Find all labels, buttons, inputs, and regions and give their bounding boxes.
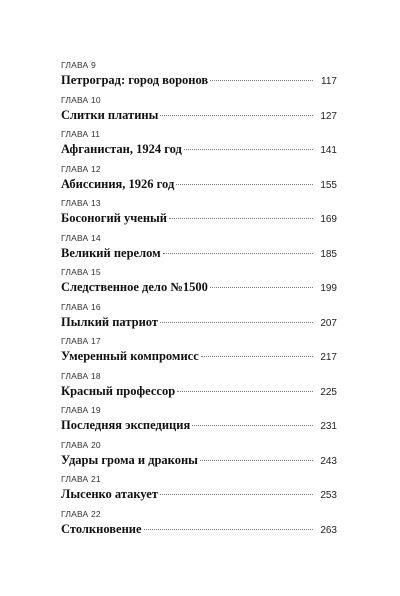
dot-leader <box>200 460 313 461</box>
toc-title-row <box>61 72 337 88</box>
page-number: 225 <box>320 386 337 398</box>
chapter-title: Афганистан, 1924 год <box>61 142 182 156</box>
toc-title-row <box>61 383 337 399</box>
page-number: 253 <box>320 490 337 501</box>
toc-entry <box>61 60 337 95</box>
toc-title-row <box>61 452 337 468</box>
page-number: 127 <box>320 110 337 122</box>
table-of-contents <box>61 60 337 543</box>
dot-leader <box>201 356 313 357</box>
toc-title-row <box>61 279 337 295</box>
page-number: 243 <box>320 455 337 467</box>
page-number: 199 <box>320 283 337 294</box>
page-number: 169 <box>320 214 337 225</box>
toc-entry <box>61 440 337 475</box>
toc-title-row <box>61 417 337 433</box>
toc-entry <box>61 302 337 337</box>
toc-entry <box>61 198 337 233</box>
toc-title-row <box>61 521 337 537</box>
chapter-title: Столкновение <box>61 521 142 536</box>
chapter-label: ГЛАВА 20 <box>61 439 101 450</box>
chapter-label: ГЛАВА 19 <box>61 405 101 415</box>
chapter-title: Последняя экспедиция <box>61 418 191 432</box>
dot-leader <box>192 425 313 426</box>
chapter-title: Слитки платины <box>61 107 159 122</box>
chapter-title: Умеренный компромисс <box>61 349 199 363</box>
dot-leader <box>160 115 313 116</box>
toc-entry <box>61 233 337 268</box>
chapter-title: Следственное дело №1500 <box>61 280 208 294</box>
chapter-label: ГЛАВА 12 <box>61 163 101 174</box>
page-number: 217 <box>320 352 337 363</box>
chapter-title: Босоногий ученый <box>61 211 167 225</box>
toc-entry <box>61 95 337 130</box>
dot-leader <box>169 218 313 219</box>
chapter-label: ГЛАВА 17 <box>61 336 101 346</box>
toc-entry <box>61 371 337 406</box>
chapter-label: ГЛАВА 11 <box>61 129 101 139</box>
dot-leader <box>210 80 313 81</box>
toc-title-row <box>61 141 337 157</box>
toc-entry <box>61 129 337 164</box>
chapter-label: ГЛАВА 9 <box>61 60 96 70</box>
chapter-label: ГЛАВА 22 <box>61 508 101 519</box>
chapter-title: Пылкий патриот <box>61 314 159 329</box>
toc-title-row <box>61 245 337 261</box>
chapter-label: ГЛАВА 13 <box>61 198 101 208</box>
toc-entry <box>61 405 337 440</box>
toc-title-row <box>61 210 337 226</box>
dot-leader <box>160 494 313 495</box>
toc-title-row <box>61 348 337 364</box>
chapter-title: Великий перелом <box>61 245 161 260</box>
chapter-title: Абиссиния, 1926 год <box>61 176 175 191</box>
page-number: 185 <box>320 248 337 260</box>
dot-leader <box>160 322 313 323</box>
chapter-title: Петроград: город воронов <box>61 73 209 87</box>
dot-leader <box>163 253 313 254</box>
toc-title-row <box>61 176 337 192</box>
chapter-title: Удары грома и драконы <box>61 452 198 467</box>
chapter-title: Лысенко атакует <box>61 487 158 501</box>
chapter-label: ГЛАВА 14 <box>61 232 101 243</box>
toc-entry <box>61 474 337 509</box>
dot-leader <box>210 287 313 288</box>
page-number: 141 <box>320 145 337 156</box>
page-number: 117 <box>321 76 337 87</box>
page-number: 231 <box>320 421 337 432</box>
chapter-label: ГЛАВА 10 <box>61 94 101 105</box>
toc-entry <box>61 336 337 371</box>
page-number: 155 <box>320 179 337 191</box>
page-number: 207 <box>320 317 337 329</box>
chapter-title: Красный профессор <box>61 383 176 398</box>
chapter-label: ГЛАВА 21 <box>61 474 101 484</box>
dot-leader <box>177 391 313 392</box>
chapter-label: ГЛАВА 15 <box>61 267 101 277</box>
toc-entry <box>61 164 337 199</box>
toc-title-row <box>61 107 337 123</box>
dot-leader <box>144 529 313 530</box>
chapter-label: ГЛАВА 18 <box>61 370 101 381</box>
toc-title-row <box>61 486 337 502</box>
toc-title-row <box>61 314 337 330</box>
dot-leader <box>184 149 313 150</box>
toc-entry <box>61 509 337 544</box>
toc-entry <box>61 267 337 302</box>
dot-leader <box>176 184 313 185</box>
page-number: 263 <box>320 524 337 536</box>
chapter-label: ГЛАВА 16 <box>61 301 101 312</box>
